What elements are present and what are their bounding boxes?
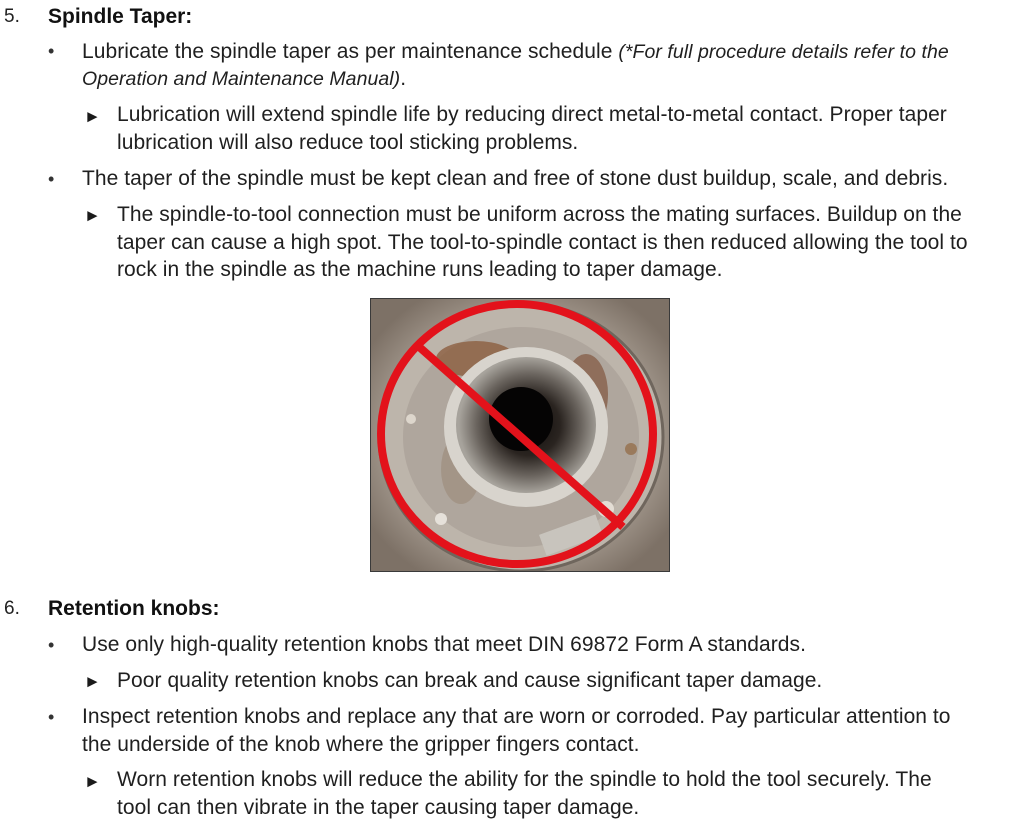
sub-bullet-text: taper can cause a high spot. The tool-to-spindle contact is then reduced allowing the tool to: [117, 231, 968, 254]
manual-reference: Operation and Maintenance Manual): [82, 68, 401, 90]
spindle-taper-photo: [370, 298, 670, 572]
sub-bullet-text: rock in the spindle as the machine runs leading to taper damage.: [117, 258, 723, 281]
sub-bullet-text: Worn retention knobs will reduce the ability for the spindle to hold the tool securely. The: [117, 768, 932, 791]
period: .: [400, 67, 407, 90]
bullet-text-regular: Lubricate the spindle taper as per maintenance schedule: [82, 40, 619, 63]
bullet-marker: •: [48, 41, 55, 61]
section-6-title: Retention knobs:: [48, 597, 220, 620]
bullet-marker: •: [48, 707, 55, 727]
section-6-number: 6.: [4, 598, 20, 619]
sub-bullet-text: The spindle-to-tool connection must be uniform across the mating surfaces. Buildup on the: [117, 203, 962, 226]
bullet-text-continuation: [82, 67, 406, 91]
arrow-bullet-icon: ►: [84, 772, 101, 791]
sub-bullet-text: Poor quality retention knobs can break and cause significant taper damage.: [117, 669, 823, 692]
bullet-text: Inspect retention knobs and replace any that are worn or corroded. Pay particular attention to: [82, 705, 951, 728]
arrow-bullet-icon: ►: [84, 206, 101, 225]
bullet-text-italic: (*For full procedure details refer to the: [618, 41, 949, 63]
bullet-text-continuation: the underside of the knob where the gripper fingers contact.: [82, 733, 640, 756]
section-5-title: Spindle Taper:: [48, 5, 193, 28]
bullet-text: The taper of the spindle must be kept clean and free of stone dust buildup, scale, and debris.: [82, 167, 949, 190]
sub-bullet-text: tool can then vibrate in the taper causing taper damage.: [117, 796, 640, 819]
sub-bullet-text: lubrication will also reduce tool sticking problems.: [117, 131, 579, 154]
bullet-marker: •: [48, 169, 55, 189]
arrow-bullet-icon: ►: [84, 107, 101, 126]
section-5-number: 5.: [4, 6, 20, 27]
bullet-text: [82, 40, 949, 64]
sub-bullet-text: Lubrication will extend spindle life by reducing direct metal-to-metal contact. Proper taper: [117, 103, 947, 126]
bullet-marker: •: [48, 635, 55, 655]
spindle-photo-illustration: [371, 299, 670, 572]
arrow-bullet-icon: ►: [84, 672, 101, 691]
bullet-text: Use only high-quality retention knobs that meet DIN 69872 Form A standards.: [82, 633, 806, 656]
